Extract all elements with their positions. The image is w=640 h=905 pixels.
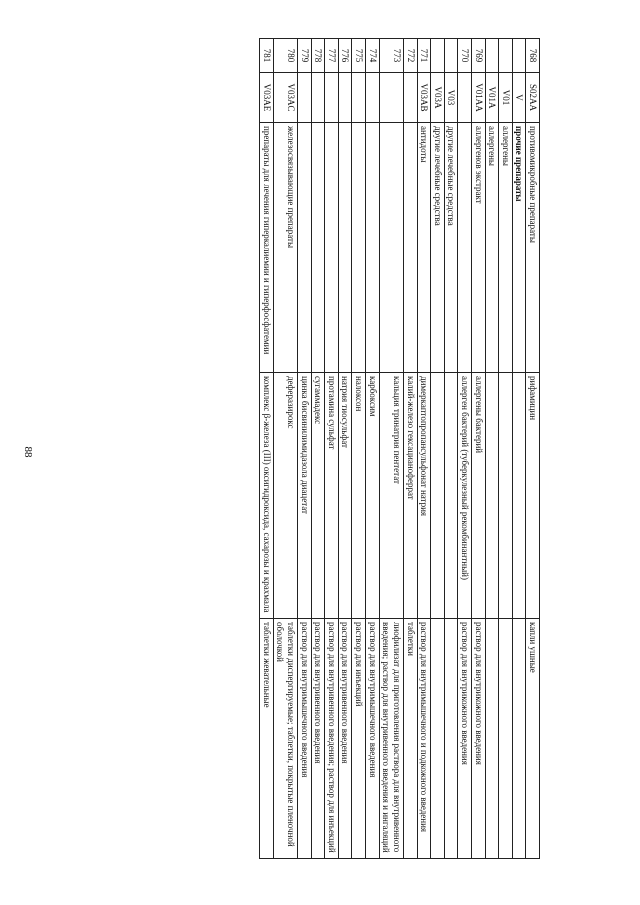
row-number-cell: 773 xyxy=(379,39,403,73)
row-number-cell: 781 xyxy=(260,39,274,73)
table-row xyxy=(273,39,297,859)
row-number-cell xyxy=(431,39,445,73)
group-name-cell: прочие препараты xyxy=(512,123,526,373)
row-number-cell xyxy=(444,39,458,73)
drug-name-cell xyxy=(499,373,513,619)
table-row xyxy=(298,39,312,859)
row-number-cell: 770 xyxy=(458,39,472,73)
table-row xyxy=(260,39,274,859)
atc-code-cell xyxy=(403,73,417,123)
dosage-form-cell: раствор для внутривенного введения xyxy=(311,619,325,859)
atc-code-cell: V01A xyxy=(485,73,499,123)
row-number-cell: 768 xyxy=(526,39,540,73)
row-number-cell: 780 xyxy=(273,39,297,73)
dosage-form-cell xyxy=(512,619,526,859)
dosage-form-cell: раствор для внутривенного введения; раствор для инъекций xyxy=(325,619,339,859)
drug-name-cell xyxy=(431,373,445,619)
table-row xyxy=(526,39,540,859)
group-name-cell xyxy=(352,123,366,373)
group-name-cell: противомикробные препараты xyxy=(526,123,540,373)
group-name-cell xyxy=(338,123,352,373)
row-number-cell xyxy=(499,39,513,73)
drug-name-cell: аллергены бактерий xyxy=(471,373,485,619)
drug-name-cell: карбоксим xyxy=(366,373,380,619)
drug-name-cell xyxy=(512,373,526,619)
atc-code-cell: V03A xyxy=(431,73,445,123)
drug-name-cell: аллерген бактерий (туберкулезный рекомбинантный) xyxy=(458,373,472,619)
dosage-form-cell xyxy=(431,619,445,859)
drug-name-cell: налоксон xyxy=(352,373,366,619)
atc-code-cell xyxy=(458,73,472,123)
dosage-form-cell xyxy=(499,619,513,859)
table-row xyxy=(499,39,513,859)
table-row xyxy=(379,39,403,859)
drug-name-cell: димеркаптопропансульфонат натрия xyxy=(417,373,431,619)
drug-name-cell: кальция тринатрия пентетат xyxy=(379,373,403,619)
drug-name-cell: деферазирокс xyxy=(273,373,297,619)
atc-code-cell xyxy=(298,73,312,123)
row-number-cell: 774 xyxy=(366,39,380,73)
page-number: 88 xyxy=(22,446,34,458)
dosage-form-cell: раствор для внутрикожного введения xyxy=(458,619,472,859)
atc-code-cell: V01 xyxy=(499,73,513,123)
table-row xyxy=(471,39,485,859)
row-number-cell xyxy=(512,39,526,73)
row-number-cell: 778 xyxy=(311,39,325,73)
row-number-cell: 775 xyxy=(352,39,366,73)
group-name-cell: другие лечебные средства xyxy=(444,123,458,373)
drug-name-cell: сугаммадекс xyxy=(311,373,325,619)
atc-code-cell xyxy=(379,73,403,123)
drug-table-body xyxy=(260,39,540,859)
group-name-cell: аллергены xyxy=(485,123,499,373)
table-row xyxy=(325,39,339,859)
atc-code-cell xyxy=(338,73,352,123)
dosage-form-cell: раствор для внутрикожного введения xyxy=(471,619,485,859)
group-name-cell: аллергены xyxy=(499,123,513,373)
dosage-form-cell xyxy=(444,619,458,859)
table-row xyxy=(366,39,380,859)
drug-name-cell: цинка бисвинилимидазола диацетат xyxy=(298,373,312,619)
atc-code-cell: V03AB xyxy=(417,73,431,123)
group-name-cell xyxy=(298,123,312,373)
group-name-cell xyxy=(379,123,403,373)
dosage-form-cell: раствор для внутривенного введения xyxy=(338,619,352,859)
table-row xyxy=(512,39,526,859)
group-name-cell: антидоты xyxy=(417,123,431,373)
atc-code-cell xyxy=(352,73,366,123)
dosage-form-cell: таблетки жевательные xyxy=(260,619,274,859)
atc-code-cell: V03AC xyxy=(273,73,297,123)
row-number-cell: 772 xyxy=(403,39,417,73)
dosage-form-cell: капли ушные xyxy=(526,619,540,859)
row-number-cell: 771 xyxy=(417,39,431,73)
table-row xyxy=(352,39,366,859)
atc-code-cell: V01AA xyxy=(471,73,485,123)
group-name-cell xyxy=(366,123,380,373)
group-name-cell: аллергенов экстракт xyxy=(471,123,485,373)
drug-name-cell: натрия тиосульфат xyxy=(338,373,352,619)
row-number-cell: 777 xyxy=(325,39,339,73)
table-row xyxy=(311,39,325,859)
dosage-form-cell xyxy=(485,619,499,859)
drug-name-cell xyxy=(444,373,458,619)
table-row xyxy=(417,39,431,859)
atc-code-cell: S02AA xyxy=(526,73,540,123)
dosage-form-cell: раствор для инъекций xyxy=(352,619,366,859)
atc-code-cell: V03AE xyxy=(260,73,274,123)
row-number-cell: 776 xyxy=(338,39,352,73)
group-name-cell xyxy=(458,123,472,373)
atc-code-cell: V xyxy=(512,73,526,123)
row-number-cell: 779 xyxy=(298,39,312,73)
dosage-form-cell: таблетки диспергируемые; таблетки, покрытые пленочной оболочкой xyxy=(273,619,297,859)
dosage-form-cell: раствор для внутримышечного введения xyxy=(366,619,380,859)
drug-name-cell: калий-железо гексацианоферрат xyxy=(403,373,417,619)
drug-name-cell: комплекс β-железа (III) оксигидроксида, сахарозы и крахмала xyxy=(260,373,274,619)
atc-code-cell xyxy=(325,73,339,123)
drug-table xyxy=(259,38,540,859)
atc-code-cell xyxy=(311,73,325,123)
group-name-cell: другие лечебные средства xyxy=(431,123,445,373)
drug-name-cell xyxy=(485,373,499,619)
group-name-cell xyxy=(325,123,339,373)
drug-name-cell: протамина сульфат xyxy=(325,373,339,619)
group-name-cell xyxy=(403,123,417,373)
table-row xyxy=(458,39,472,859)
atc-code-cell xyxy=(366,73,380,123)
group-name-cell xyxy=(311,123,325,373)
row-number-cell xyxy=(485,39,499,73)
rotated-table-area xyxy=(94,38,540,858)
dosage-form-cell: лиофилизат для приготовления раствора для внутривенного введения; раствор для внутривенного введения и ингаляций xyxy=(379,619,403,859)
table-row xyxy=(444,39,458,859)
row-number-cell: 769 xyxy=(471,39,485,73)
group-name-cell: железосвязывающие препараты xyxy=(273,123,297,373)
table-row xyxy=(485,39,499,859)
table-row xyxy=(338,39,352,859)
dosage-form-cell: раствор для внутримышечного введения xyxy=(298,619,312,859)
group-name-cell: препараты для лечения гиперкалиемии и гиперфосфатемии xyxy=(260,123,274,373)
dosage-form-cell: таблетки xyxy=(403,619,417,859)
drug-name-cell: рифамицин xyxy=(526,373,540,619)
atc-code-cell: V03 xyxy=(444,73,458,123)
dosage-form-cell: раствор для внутримышечного и подкожного введения xyxy=(417,619,431,859)
table-row xyxy=(431,39,445,859)
table-row xyxy=(403,39,417,859)
